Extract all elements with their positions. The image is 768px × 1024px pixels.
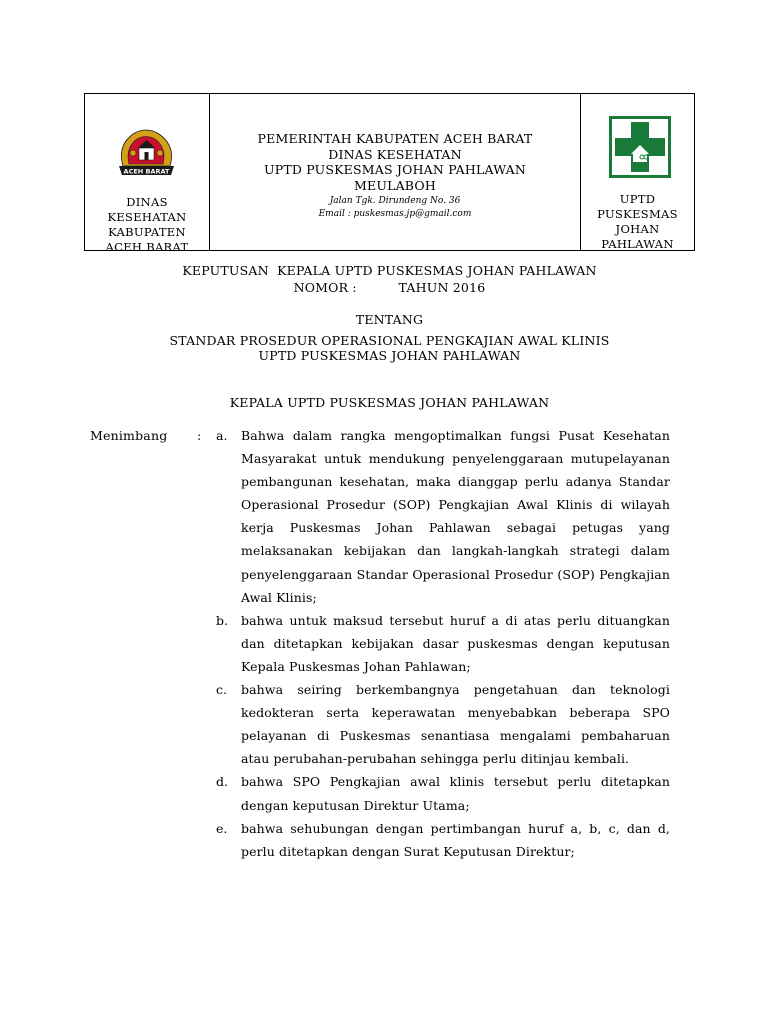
item-text: bahwa seiring berkembangnya pengetahuan dan teknologi kedokteran serta keperawatan menyebabkan beberapa SPO pelayanan di Puskesmas senantiasa mengalami pembaharuan atau perubahan-perubahan sehingga perlu ditinjau kembali. (241, 682, 670, 767)
address-block (210, 195, 580, 221)
menimbang-items (216, 424, 670, 863)
item-letter: a. (216, 428, 228, 443)
aceh-barat-logo-icon (115, 126, 178, 176)
letterhead-right-cell (581, 94, 694, 250)
street-address: Jalan Tgk. Dirundeng No. 36 (329, 196, 461, 206)
item-text: bahwa SPO Pengkajian awal klinis tersebut perlu ditetapkan dengan keputusan Direktur Utama; (241, 774, 670, 813)
email-address: Email : puskesmas.jp@gmail.com (318, 209, 472, 219)
city-line: MEULABOH (354, 177, 436, 193)
puskesmas-green-cross-icon (609, 116, 671, 178)
decree-number: NOMOR : TAHUN 2016 (293, 280, 486, 295)
letterhead-center-cell (210, 94, 581, 250)
menimbang-colon: : (197, 428, 202, 443)
letterhead-left-cell (85, 94, 210, 254)
decree-subject-line2: UPTD PUSKESMAS JOHAN PAHLAWAN (258, 348, 521, 363)
item-letter: c. (216, 682, 227, 698)
institution-name (210, 131, 580, 193)
right-unit-name: UPTD PUSKESMAS JOHAN PAHLAWAN (597, 192, 678, 251)
item-letter: e. (216, 820, 228, 836)
decree-title: KEPUTUSAN KEPALA UPTD PUSKESMAS JOHAN PAHLAWAN (182, 263, 597, 278)
item-letter: b. (216, 612, 228, 628)
list-item (216, 424, 670, 609)
item-text: Bahwa dalam rangka mengoptimalkan fungsi Pusat Kesehatan Masyarakat untuk mendukung penyelenggaraan mutupelayanan pembangunan kesehatan, maka dianggap perlu adanya Standar Operasional Prosedur (SOP) Pengkajian Awal Klinis di wilayah kerja Puskesmas Johan Pahlawan sebagai petugas yang melaksanakan kebijakan dan langkah-langkah strategi dalam penyelenggaraan Standar Operasional Prosedur (SOP) Pengkajian Awal Klinis; (241, 428, 670, 605)
uptd-line: UPTD PUSKESMAS JOHAN PAHLAWAN (263, 162, 527, 177)
issuer-heading: KEPALA UPTD PUSKESMAS JOHAN PAHLAWAN (229, 395, 550, 410)
list-item (216, 770, 670, 816)
list-item (216, 678, 670, 770)
government-line: PEMERINTAH KABUPATEN ACEH BARAT (257, 131, 533, 146)
decree-subject-line1: STANDAR PROSEDUR OPERASIONAL PENGKAJIAN AWAL KLINIS (169, 333, 610, 348)
item-text: bahwa sehubungan dengan pertimbangan huruf a, b, c, dan d, perlu ditetapkan dengan Surat Keputusan Direktur; (241, 820, 670, 859)
item-letter: d. (216, 774, 228, 790)
list-item (216, 609, 670, 678)
menimbang-label: Menimbang (90, 428, 168, 443)
department-line: DINAS KESEHATAN (328, 146, 462, 162)
list-item (216, 817, 670, 863)
left-unit-name: DINAS KESEHATAN KABUPATEN ACEH BARAT (105, 195, 189, 254)
letterhead (84, 93, 695, 254)
logo-banner-text: ACEH BARAT (123, 167, 170, 176)
item-text: bahwa untuk maksud tersebut huruf a di atas perlu dituangkan dan ditetapkan kebijakan dasar puskesmas dengan keputusan Kepala Puskesmas Johan Pahlawan; (241, 612, 670, 674)
tentang-heading: TENTANG (355, 312, 424, 327)
